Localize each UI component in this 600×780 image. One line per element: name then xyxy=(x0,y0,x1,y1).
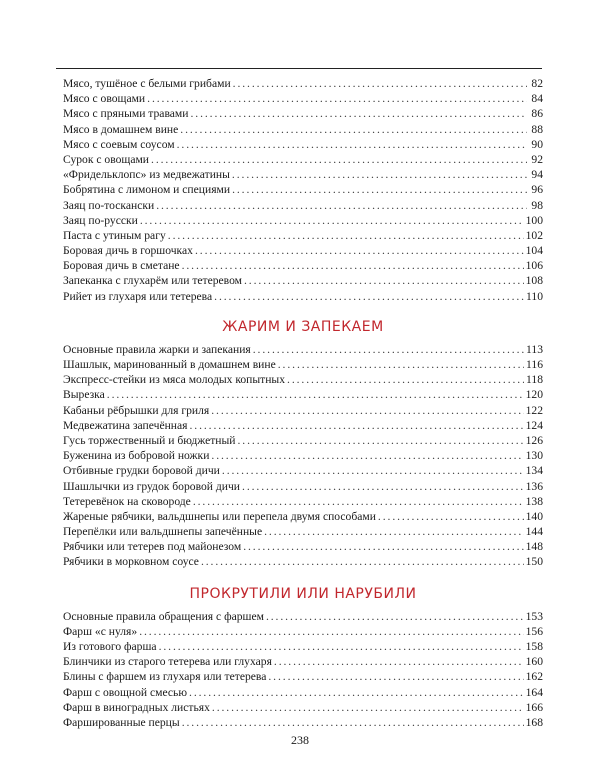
dot-leader xyxy=(278,357,524,372)
toc-entry-page: 90 xyxy=(531,137,543,151)
dot-leader xyxy=(189,685,524,700)
section-heading: ПРОКРУТИЛИ ИЛИ НАРУБИЛИ xyxy=(189,585,417,602)
toc-entry-page: 94 xyxy=(531,168,543,182)
toc-entry[interactable] xyxy=(63,258,543,273)
dot-leader xyxy=(190,106,527,121)
dot-leader xyxy=(193,494,524,509)
dot-leader xyxy=(232,182,527,197)
dot-leader xyxy=(253,342,524,357)
toc-entry-page: 134 xyxy=(525,464,543,478)
toc-entry-title: Боровая дичь в сметане xyxy=(63,259,180,273)
dot-leader xyxy=(156,198,527,213)
toc-entry-title: Отбивные грудки боровой дичи xyxy=(63,464,220,478)
toc-entry-page: 138 xyxy=(525,494,543,508)
dot-leader xyxy=(189,418,523,433)
toc-entry[interactable] xyxy=(63,182,543,197)
toc-entry-page: 100 xyxy=(525,213,543,227)
toc-entry-page: 110 xyxy=(526,289,543,303)
toc-entry-page: 150 xyxy=(525,555,543,569)
toc-entry[interactable] xyxy=(63,152,543,167)
toc-entry-page: 92 xyxy=(531,152,543,166)
dot-leader xyxy=(238,433,524,448)
dot-leader xyxy=(107,387,524,402)
toc-entry-page: 162 xyxy=(525,670,543,684)
toc-entry-page: 153 xyxy=(525,609,543,623)
dot-leader xyxy=(180,122,527,137)
toc-entry-page: 148 xyxy=(525,540,543,554)
toc-entry-title: Мясо, тушёное с белыми грибами xyxy=(63,77,231,90)
toc-entry-title: «Фридельклопс» из медвежатины xyxy=(63,168,230,182)
toc-entry-title: Рябчики в морковном соусе xyxy=(63,555,199,569)
toc-entry-page: 166 xyxy=(525,700,543,714)
dot-leader xyxy=(244,273,524,288)
toc-entry-title: Заяц по-тоскански xyxy=(63,198,155,212)
toc-entry[interactable] xyxy=(63,357,543,372)
toc-entry-page: 164 xyxy=(525,685,543,699)
dot-leader xyxy=(195,243,524,258)
dot-leader xyxy=(211,403,523,418)
toc-entry[interactable] xyxy=(63,524,543,539)
dot-leader xyxy=(242,479,524,494)
toc-entry[interactable] xyxy=(63,509,543,524)
toc-entry[interactable] xyxy=(63,463,543,478)
toc-entry[interactable] xyxy=(63,685,543,700)
toc-entry-page: 116 xyxy=(526,358,543,371)
toc-entry[interactable] xyxy=(63,372,543,387)
dot-leader xyxy=(214,289,524,304)
toc-entry-title: Мясо с овощами xyxy=(63,92,146,106)
dot-leader xyxy=(212,700,524,715)
dot-leader xyxy=(264,524,524,539)
toc-entry-title: Боровая дичь в горшочках xyxy=(63,244,193,258)
toc-entry-title: Жареные рябчики, вальдшнепы или перепела двумя способами xyxy=(63,509,376,523)
toc-entry-page: 126 xyxy=(525,433,543,447)
section-gap xyxy=(63,570,543,583)
section-heading: ЖАРИМ И ЗАПЕКАЕМ xyxy=(222,318,384,335)
toc-entry-title: Шашлык, маринованный в домашнем вине xyxy=(63,358,276,371)
toc-entry[interactable] xyxy=(63,342,543,357)
dot-leader xyxy=(287,372,524,387)
toc-entry[interactable] xyxy=(63,669,543,684)
toc-entry[interactable] xyxy=(63,715,543,730)
toc-entry-title: Мясо в домашнем вине xyxy=(63,122,179,136)
toc-entry-page: 113 xyxy=(526,342,543,356)
toc-entry-title: Блинчики из старого тетерева или глухаря xyxy=(63,655,272,669)
toc-entry[interactable] xyxy=(63,387,543,402)
toc-entry-page: 82 xyxy=(531,77,543,90)
page-number: 238 xyxy=(291,733,309,747)
toc-entry[interactable] xyxy=(63,137,543,152)
toc-entry[interactable] xyxy=(63,403,543,418)
toc-entry-page: 98 xyxy=(531,198,543,212)
toc-entry[interactable] xyxy=(63,289,543,304)
toc-entry-page: 122 xyxy=(525,403,543,417)
toc-entry[interactable] xyxy=(63,554,543,569)
toc-entry-page: 160 xyxy=(525,655,543,669)
toc-entry-page: 120 xyxy=(525,388,543,402)
toc-entry-title: Шашлычки из грудок боровой дичи xyxy=(63,479,241,493)
dot-leader xyxy=(232,167,527,182)
toc-entry-title: Тетеревёнок на сковороде xyxy=(63,494,191,508)
toc-entry-title: Буженина из бобровой ножки xyxy=(63,449,210,463)
dot-leader xyxy=(211,448,523,463)
dot-leader xyxy=(159,639,524,654)
toc-entry-page: 106 xyxy=(525,259,543,273)
dot-leader xyxy=(274,654,524,669)
toc-entry[interactable] xyxy=(63,198,543,213)
toc-entry-page: 96 xyxy=(531,183,543,197)
toc-entry-page: 102 xyxy=(525,228,543,242)
table-of-contents xyxy=(63,76,543,730)
toc-entry[interactable] xyxy=(63,106,543,121)
toc-entry-title: Бобрятина с лимоном и специями xyxy=(63,183,231,197)
toc-entry-title: Основные правила жарки и запекания xyxy=(63,342,251,356)
dot-leader xyxy=(168,228,524,243)
toc-entry-title: Паста с утиным рагу xyxy=(63,228,166,242)
toc-entry[interactable] xyxy=(63,700,543,715)
toc-entry-page: 84 xyxy=(531,92,543,106)
toc-entry[interactable] xyxy=(63,448,543,463)
dot-leader xyxy=(222,463,524,478)
toc-entry-page: 108 xyxy=(525,274,543,288)
dot-leader xyxy=(151,152,527,167)
toc-entry[interactable] xyxy=(63,243,543,258)
toc-entry[interactable] xyxy=(63,654,543,669)
toc-entry-page: 130 xyxy=(525,449,543,463)
section-gap xyxy=(63,304,543,316)
toc-entry[interactable] xyxy=(63,228,543,243)
toc-entry[interactable] xyxy=(63,433,543,448)
toc-entry-title: Фарш «с нуля» xyxy=(63,624,138,638)
toc-entry[interactable] xyxy=(63,76,543,91)
top-rule xyxy=(56,68,542,69)
toc-entry-title: Медвежатина запечённая xyxy=(63,418,188,432)
toc-entry-title: Фарш в виноградных листьях xyxy=(63,700,210,714)
toc-entry-page: 144 xyxy=(525,525,543,539)
toc-entry[interactable] xyxy=(63,418,543,433)
toc-entry-title: Из готового фарша xyxy=(63,640,157,653)
dot-leader xyxy=(177,137,527,152)
toc-entry[interactable] xyxy=(63,639,543,654)
dot-leader xyxy=(243,539,523,554)
toc-entry-title: Фарш с овощной смесью xyxy=(63,685,188,699)
toc-entry-title: Заяц по-русски xyxy=(63,213,138,227)
toc-entry-title: Запеканка с глухарём или тетеревом xyxy=(63,274,242,288)
toc-entry[interactable] xyxy=(63,494,543,509)
toc-entry-page: 104 xyxy=(525,244,543,258)
toc-entry-page: 158 xyxy=(525,640,543,653)
toc-entry-page: 140 xyxy=(525,509,543,523)
dot-leader xyxy=(147,91,527,106)
dot-leader xyxy=(266,609,524,624)
toc-entry-page: 136 xyxy=(525,479,543,493)
toc-entry[interactable] xyxy=(63,122,543,137)
dot-leader xyxy=(139,624,523,639)
dot-leader xyxy=(233,76,527,91)
dot-leader xyxy=(268,669,523,684)
dot-leader xyxy=(182,258,524,273)
dot-leader xyxy=(182,715,524,730)
dot-leader xyxy=(378,509,524,524)
toc-entry[interactable] xyxy=(63,609,543,624)
toc-entry-page: 88 xyxy=(531,122,543,136)
toc-entry[interactable] xyxy=(63,624,543,639)
toc-entry-page: 168 xyxy=(525,715,543,729)
toc-entry-page: 156 xyxy=(525,624,543,638)
toc-entry[interactable] xyxy=(63,213,543,228)
dot-leader xyxy=(201,554,524,569)
toc-entry-title: Экспресс-стейки из мяса молодых копытных xyxy=(63,373,286,387)
toc-entry-title: Сурок с овощами xyxy=(63,152,150,166)
toc-entry-title: Мясо с пряными травами xyxy=(63,107,189,121)
toc-entry[interactable] xyxy=(63,167,543,182)
toc-entry-title: Перепёлки или вальдшнепы запечённые xyxy=(63,525,263,539)
toc-entry[interactable] xyxy=(63,539,543,554)
toc-entry-title: Рийет из глухаря или тетерева xyxy=(63,289,213,303)
toc-entry-title: Кабаньи рёбрышки для гриля xyxy=(63,403,210,417)
toc-entry-page: 86 xyxy=(531,107,543,121)
toc-entry-title: Гусь торжественный и бюджетный xyxy=(63,433,236,447)
toc-entry[interactable] xyxy=(63,91,543,106)
toc-entry-title: Основные правила обращения с фаршем xyxy=(63,609,264,623)
toc-entry[interactable] xyxy=(63,479,543,494)
toc-entry-title: Рябчики или тетерев под майонезом xyxy=(63,540,242,554)
toc-entry-page: 124 xyxy=(525,418,543,432)
toc-entry[interactable] xyxy=(63,273,543,288)
toc-entry-title: Вырезка xyxy=(63,388,105,402)
toc-entry-title: Мясо с соевым соусом xyxy=(63,137,175,151)
toc-entry-title: Фаршированные перцы xyxy=(63,715,180,729)
toc-entry-title: Блины с фаршем из глухаря или тетерева xyxy=(63,670,267,684)
toc-entry-page: 118 xyxy=(526,373,543,387)
dot-leader xyxy=(140,213,524,228)
